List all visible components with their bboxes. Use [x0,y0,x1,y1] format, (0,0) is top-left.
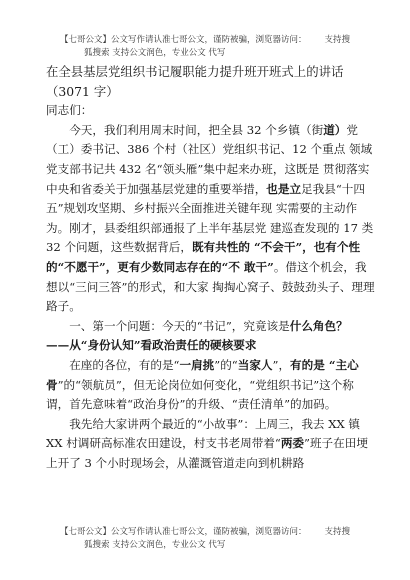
text-run: ”， [272,357,291,372]
paragraph-intro [46,121,376,317]
paragraph-story [46,415,376,474]
footer-line-1 [60,526,370,539]
heading-text: 一、第一个问题：今天的“书记”，究竟该是 [69,318,290,333]
footer-text-1b: 支持搜 [324,527,351,537]
paragraph-identity [46,356,376,415]
header-text-1a: 【七哥公文】公文写作请认准七哥公文，谨防被骗，浏览器访问： [60,35,307,45]
text-run: ”的“ [214,357,238,372]
text-run: 我先给大家讲两个最近的“小故事”：上周三，我去 XX 镇 XX 村调研高标准农田建设，村支书老周带着“ [46,416,360,451]
text-run: 。借这个机会，我想以“三问三答”的形式，和大家 掏掏心窝子、鼓鼓劲头子、理理路子。 [46,259,375,314]
title-line-1: 在全县基层党组织书记履职能力提升班开班式上的讲话 [46,64,344,79]
text-run: ”班子在田埂上开了 3 个小时现场会，从灌溉管道走向到机耕路 [46,436,368,470]
document-title [46,62,376,101]
page-header-watermark [60,34,370,60]
bold-run: 也是立 [266,181,302,196]
text-run: 在座的各位，有的是“ [69,357,180,372]
text-run: ”的“领航员”，但无论岗位如何变化，“党组织书记”这个称谓，首先意味着“政治身份”的升级、“责任清单”的加码。 [46,377,354,412]
footer-text-1a: 【七哥公文】公文写作请认准七哥公文，谨防被骗，浏览器访问： [60,527,307,537]
text-run: 党（工）委书记、386 个村（社区）党组织书记、12 个重点 领域党支部书记共 432 名“领头雁”集中起来办班，这既是 贯彻落实中央和省委关于加强基层党建的重要举措， [46,122,373,196]
text-run: 足我县“十四五”规划攻坚期、乡村振兴全面推进关键年现 实需要的主动作为。刚才，县委组织部通报了上半年基层党 建巡查发现的 17 类 32 个问题，这些数据背后， [46,181,374,255]
heading-bold: 什么角色？ [289,318,348,333]
section-subheading-1: ——从“身份认知”看政治责任的硬核要求 [46,338,257,353]
header-line-2: 狐搜索 支持公文润色，专业公文 代写 [84,48,226,58]
header-line-1 [60,34,370,47]
text-run: 今天，我们利用周末时间，把全县 32 个乡镇（街 [69,122,324,137]
bold-run: 一肩挑 [179,357,215,372]
bold-run: 有的是 “主心骨 [46,357,359,392]
bold-run: 两委 [280,436,305,451]
bold-run: 道） [323,122,347,137]
bold-run: 当家人 [237,357,273,372]
document-body [46,62,376,473]
section-heading-1 [46,317,376,337]
header-text-1b: 支持搜 [324,35,351,45]
title-word-count: （3071 字） [46,83,119,99]
salutation: 同志们： [46,103,93,118]
bold-run: 既有共性的 “不会干”，也有个性的“不愿干”，更有少数同志存在的“不 敢干” [46,240,361,274]
page-footer-watermark [60,526,370,552]
footer-line-2: 狐搜索 支持公文润色，专业公文 代写 [84,540,226,550]
